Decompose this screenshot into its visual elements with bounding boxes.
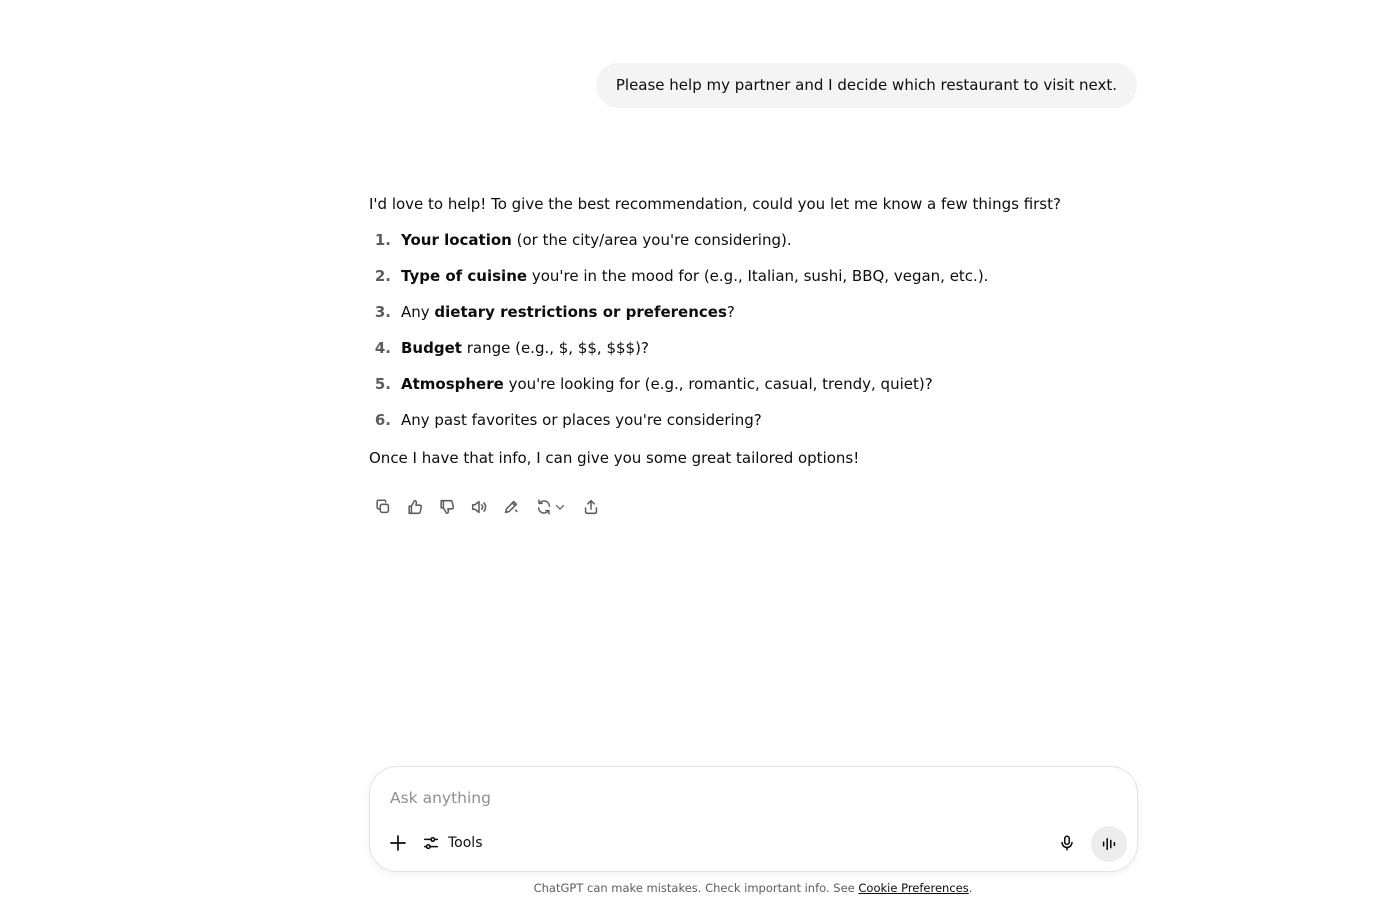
question-list [369, 222, 1139, 438]
list-item-text: Your location (or the city/area you're considering). [401, 231, 792, 249]
list-item-text: Any dietary restrictions or preferences? [401, 303, 735, 321]
voice-mode-button[interactable] [1091, 826, 1127, 862]
edit-in-canvas-button[interactable] [495, 495, 527, 519]
prompt-input[interactable] [390, 787, 1090, 809]
list-number: 5. [374, 375, 391, 393]
assistant-intro: I'd love to help! To give the best recommendation, could you let me know a few things first? [369, 195, 1061, 213]
list-item [369, 258, 1139, 294]
regenerate-button[interactable] [527, 495, 575, 519]
list-item [369, 366, 1139, 402]
thumbs-down-icon [438, 498, 456, 516]
share-button[interactable] [575, 495, 607, 519]
thumbs-up-icon [406, 498, 424, 516]
list-item [369, 294, 1139, 330]
copy-button[interactable] [367, 495, 399, 519]
user-message-bubble [596, 63, 1137, 108]
list-number: 1. [374, 231, 391, 249]
cookie-preferences-link[interactable]: Cookie Preferences [858, 881, 969, 895]
microphone-icon [1058, 834, 1076, 852]
composer [369, 766, 1138, 872]
bad-response-button[interactable] [431, 495, 463, 519]
sliders-icon [422, 834, 440, 852]
list-number: 2. [374, 267, 391, 285]
assistant-outro: Once I have that info, I can give you some great tailored options! [369, 449, 860, 467]
list-item [369, 330, 1139, 366]
disclaimer-text: ChatGPT can make mistakes. Check important info. See [533, 881, 859, 895]
add-attachment-button[interactable] [386, 831, 410, 855]
regenerate-icon [535, 498, 553, 516]
disclaimer-suffix: . [968, 881, 973, 895]
list-item [369, 222, 1139, 258]
read-aloud-icon [470, 498, 488, 516]
chevron-down-icon [553, 500, 567, 514]
disclaimer [0, 880, 1400, 896]
tools-button[interactable] [422, 831, 483, 855]
good-response-button[interactable] [399, 495, 431, 519]
list-number: 6. [374, 411, 391, 429]
list-item-text: Budget range (e.g., $, $$, $$$)? [401, 339, 649, 357]
list-number: 4. [374, 339, 391, 357]
dictate-button[interactable] [1055, 831, 1079, 855]
plus-icon [388, 833, 408, 853]
read-aloud-button[interactable] [463, 495, 495, 519]
edit-icon [502, 498, 520, 516]
message-actions [367, 495, 607, 519]
list-item [369, 402, 1139, 438]
user-message-text: Please help my partner and I decide which restaurant to visit next. [615, 76, 1117, 94]
assistant-message [369, 192, 1139, 470]
list-item-text: Atmosphere you're looking for (e.g., romantic, casual, trendy, quiet)? [401, 375, 933, 393]
tools-label: Tools [448, 835, 483, 851]
voice-waveform-icon [1100, 835, 1118, 853]
copy-icon [374, 498, 392, 516]
list-number: 3. [374, 303, 391, 321]
list-item-text: Any past favorites or places you're considering? [401, 411, 762, 429]
share-icon [582, 498, 600, 516]
list-item-text: Type of cuisine you're in the mood for (e.g., Italian, sushi, BBQ, vegan, etc.). [401, 267, 989, 285]
